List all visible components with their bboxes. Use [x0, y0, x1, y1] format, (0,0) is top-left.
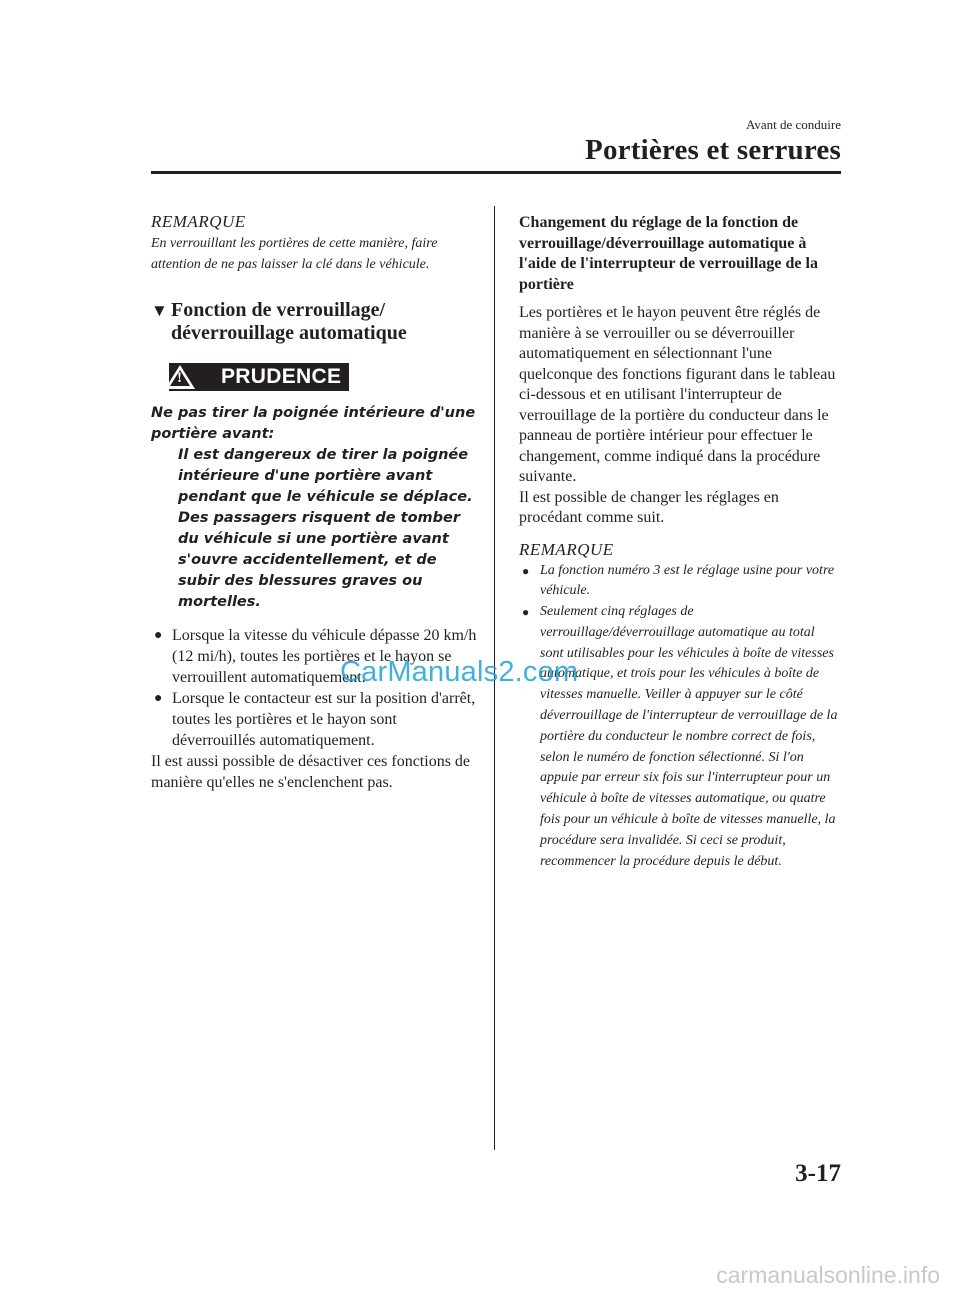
- procedure-paragraph: Les portières et le hayon peuvent être réglés de manière à se verrouiller ou se déverrouiller automatiquement en sélectionnant l'une quelconque des fonctions figurant dans le tableau ci-dessous et en utilisant l'interrupteur de verrouillage de la portière du conducteur dans le panneau de portière intérieur pour effectuer le changement, comme indiqué dans la procédure suivante.: [519, 304, 836, 485]
- note-heading: REMARQUE: [519, 539, 614, 559]
- list-item: ● Lorsque le contacteur est sur la position d'arrêt, toutes les portières et le hayon sont déverrouillés automatiquement.: [154, 690, 476, 749]
- header-rule: [151, 171, 841, 174]
- bullet-icon: ●: [154, 628, 163, 643]
- bullet-icon: ●: [522, 605, 530, 620]
- page-number: 3-17: [795, 1160, 841, 1187]
- caution-body: Il est dangereux de tirer la poignée intérieure d'une portière avant pendant que le véhicule se déplace. Des passagers risquent de tomber du véhicule si une portière avant s'ouvre accidentellement, et de subir des blessures graves ou mortelles.: [178, 447, 473, 610]
- section-marker-icon: ▼: [151, 301, 168, 320]
- note-list: [519, 561, 841, 873]
- list-item: ● Lorsque la vitesse du véhicule dépasse 20 km/h (12 mi/h), toutes les portières et le hayon se verrouillent automatiquement.: [154, 627, 477, 686]
- header-section-label: Avant de conduire: [745, 117, 841, 132]
- closing-paragraph: Il est aussi possible de désactiver ces fonctions de manière qu'elles ne s'enclenchent pas.: [151, 753, 471, 791]
- bullet-icon: ●: [522, 563, 530, 578]
- footer-watermark: carmanualsonline.info: [716, 1262, 940, 1288]
- list-item: ● Seulement cinq réglages de verrouillage/déverrouillage automatique au total sont utilisables pour les véhicules à boîte de vitesses automatique, et trois pour les véhicules à boîte de vitesses manuelle. Veiller à appuyer sur le côté déverrouillage de l'interrupteur de verrouillage de la portière du conducteur le nombre correct de fois, selon le numéro de fonction sélectionné. Si l'on appuie par erreur six fois sur l'interrupteur pour un véhicule à boîte de vitesses automatique, ou quatre fois pour un véhicule à boîte de vitesses manuelle, la procédure sera invalidée. Si ceci se produit, recommencer la procédure depuis le début.: [522, 604, 838, 869]
- bullet-icon: ●: [154, 691, 163, 706]
- watermark-link[interactable]: CarManuals2.com: [340, 656, 579, 688]
- subsection-heading: Changement du réglage de la fonction de verrouillage/déverrouillage automatique à l'aide de l'interrupteur de verrouillage de la portière: [519, 214, 818, 293]
- section-title-line2: déverrouillage automatique: [171, 322, 407, 344]
- right-column: [519, 213, 841, 872]
- list-item: ● La fonction numéro 3 est le réglage usine pour votre véhicule.: [522, 562, 835, 599]
- caution-badge: PRUDENCE !: [151, 363, 477, 393]
- left-column: [151, 212, 477, 793]
- caution-badge-label: PRUDENCE: [221, 365, 342, 388]
- note-text: En verrouillant les portières de cette manière, faire attention de ne pas laisser la clé dans le véhicule.: [151, 236, 438, 272]
- header-chapter-title: Portières et serrures: [585, 134, 841, 166]
- section-title-line1: Fonction de verrouillage/: [171, 299, 386, 321]
- note-heading: REMARQUE: [151, 212, 246, 231]
- procedure-paragraph-2: Il est possible de changer les réglages en procédant comme suit.: [519, 488, 779, 526]
- section-heading: [151, 299, 477, 345]
- caution-heading: Ne pas tirer la poignée intérieure d'une portière avant:: [151, 405, 476, 442]
